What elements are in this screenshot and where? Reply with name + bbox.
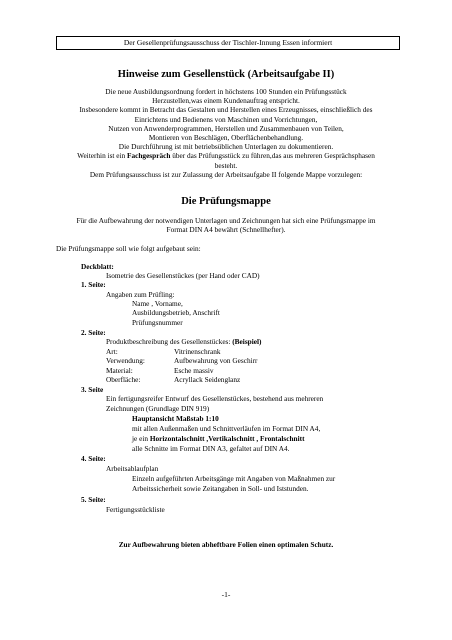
seite2-product-desc — [106, 337, 261, 346]
intro-line: Insbesondere kommt in Betracht das Gestalten und Herstellen eines Erzeugnisses, einschließlich des — [79, 105, 373, 115]
closing-note: Zur Aufbewahrung bieten abheftbare Folien einen optimalen Schutz. — [118, 540, 334, 549]
intro-line: Einrichtens und Bedienens von Maschinen und Vorrichtungen, — [134, 114, 318, 124]
seite3-text: je ein — [132, 434, 150, 443]
seite1-item: Ausbildungsbetrieb, Anschrift — [132, 308, 220, 317]
deckblatt-label: Deckblatt: — [81, 262, 114, 271]
seite3-line: mit allen Außenmaßen und Schnittverläufen im Format DIN A4, — [132, 424, 321, 433]
intro-line: Herzustellen,was einem Kundenauftrag entspricht. — [152, 96, 300, 106]
seite1-item: Prüfungsnummer — [132, 318, 183, 327]
fachgespraech-term: Fachgespräch — [127, 151, 171, 161]
intro-line: Montieren von Beschlägen, Oberflächenbehandlung. — [148, 133, 304, 143]
seite3-line: Ein fertigungsreifer Entwurf des Gesellenstückes, bestehend aus mehreren — [106, 394, 324, 403]
seite3-line: Zeichnungen (Grundlage DIN 919) — [106, 404, 210, 413]
product-row-value: Vitrinenschrank — [174, 347, 221, 356]
product-row-value: Acryllack Seidenglanz — [174, 375, 241, 384]
intro-line — [0, 151, 452, 160]
seite4-line: Arbeitsablaufplan — [106, 464, 159, 473]
product-row-key: Art: — [106, 347, 118, 356]
mappe-intro: Die Prüfungsmappe soll wie folgt aufgebaut sein: — [56, 244, 201, 253]
schnitte-term: Horizontalschnitt ,Vertikalschnitt , Frontalschnitt — [149, 434, 305, 443]
product-desc-text: Produktbeschreibung des Gesellenstückes: — [106, 337, 233, 346]
seite5-line: Fertigungsstückliste — [106, 505, 165, 514]
product-row-key: Verwendung: — [106, 356, 145, 365]
seite1-angaben: Angaben zum Prüfling: — [106, 290, 175, 299]
seite3-line: alle Schnitte im Format DIN A3, gefaltet auf DIN A4. — [132, 444, 290, 453]
seite3-label: 3. Seite — [81, 385, 104, 394]
product-row-value: Aufbewahrung von Geschirr — [174, 356, 258, 365]
intro-paragraph — [0, 87, 452, 179]
seite4-label: 4. Seite: — [81, 454, 106, 463]
seite4-line: Arbeitssicherheit sowie Zeitangaben in Soll- und Iststunden. — [132, 484, 309, 493]
seite1-label: 1. Seite: — [81, 280, 106, 289]
intro-text: Weiterhin ist ein — [77, 151, 128, 161]
seite5-label: 5. Seite: — [81, 495, 106, 504]
page-number: -1- — [221, 590, 231, 599]
beispiel-term: (Beispiel) — [232, 337, 262, 346]
mappe-line: Für die Aufbewahrung der notwendigen Unterlagen und Zeichnungen hat sich eine Prüfungsmappe im — [76, 216, 376, 225]
seite2-label: 2. Seite: — [81, 328, 106, 337]
intro-line: Nutzen von Anwenderprogrammen, Herstellen und Zusammenbauen von Teilen, — [108, 123, 344, 133]
mappe-line: Format DIN A4 bewährt (Schnellhefter). — [166, 225, 286, 235]
product-row-key: Oberfläche: — [106, 375, 141, 384]
deckblatt-text: Isometrie des Gesellenstückes (per Hand oder CAD) — [106, 271, 260, 280]
intro-line: Dem Prüfungsausschuss ist zur Zulassung der Arbeitsaufgabe II folgende Mappe vorzulegen: — [89, 169, 363, 179]
intro-line: Die Durchführung ist mit betriebsüblichen Unterlagen zu dokumentieren. — [118, 142, 334, 152]
intro-line: Die neue Ausbildungsordnung fordert in höchstens 100 Stunden ein Prüfungsstück — [105, 87, 347, 96]
mappe-paragraph — [0, 216, 452, 234]
header-box — [56, 36, 400, 50]
intro-text: über das Prüfungsstück zu führen,das aus mehreren Gesprächsphasen — [170, 151, 375, 161]
section-title: Die Prüfungsmappe — [181, 196, 271, 207]
intro-line: besteht. — [214, 160, 238, 170]
seite4-line: Einzeln aufgeführten Arbeitsgänge mit Angaben von Maßnahmen zur — [132, 474, 336, 483]
product-row-value: Esche massiv — [174, 366, 214, 375]
seite3-line — [132, 434, 305, 443]
seite3-hauptansicht: Hauptansicht Maßstab 1:10 — [132, 414, 219, 423]
product-row-key: Material: — [106, 366, 133, 375]
header-text: Der Gesellenprüfungsausschuss der Tischler-Innung Essen informiert — [123, 38, 333, 47]
seite1-item: Name , Vorname, — [132, 299, 183, 308]
main-title: Hinweise zum Gesellenstück (Arbeitsaufgabe II) — [117, 69, 335, 80]
